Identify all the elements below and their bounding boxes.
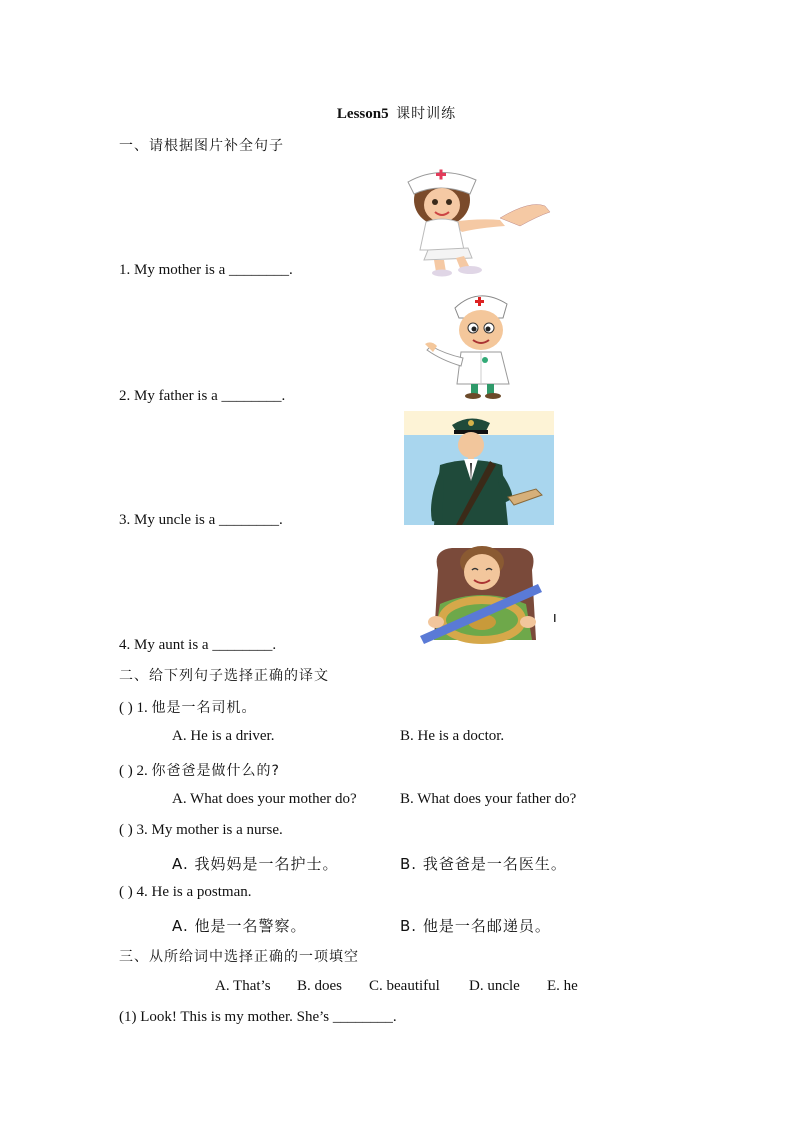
- question-4-option-a: A. 他是一名警察。: [172, 917, 307, 935]
- question-2-text: 你爸爸是做什么的?: [151, 763, 280, 779]
- sentence-3: 3. My uncle is a ________.: [119, 512, 283, 528]
- word-option-d: D. uncle: [469, 978, 520, 994]
- driver-illustration: [412, 540, 558, 648]
- question-2-option-a: A. What does your mother do?: [172, 791, 357, 807]
- doctor-illustration: [423, 288, 533, 400]
- question-3-text: My mother is a nurse.: [151, 822, 283, 838]
- question-1: [119, 697, 257, 717]
- question-1-option-a: A. He is a driver.: [172, 728, 275, 744]
- section1-heading: 一、请根据图片补全句子: [119, 138, 284, 154]
- question-1-option-b: B. He is a doctor.: [400, 728, 505, 744]
- section2-heading: 二、给下列句子选择正确的译文: [119, 668, 329, 684]
- page-title: [0, 103, 793, 123]
- sentence-2: 2. My father is a ________.: [119, 388, 286, 404]
- postman-illustration: [404, 411, 554, 525]
- question-4: [119, 884, 251, 901]
- word-option-b: B. does: [297, 978, 342, 994]
- sentence-4: 4. My aunt is a ________.: [119, 637, 277, 653]
- lesson-name: Lesson5: [336, 106, 389, 122]
- question-2-option-b: B. What does your father do?: [400, 791, 577, 807]
- question-3-option-b: B. 我爸爸是一名医生。: [400, 855, 567, 873]
- question-4-option-b: B. 他是一名邮递员。: [400, 917, 551, 935]
- question-2-prefix: ( ) 2.: [119, 763, 148, 779]
- question-1-prefix: ( ) 1.: [119, 700, 148, 716]
- word-option-e: E. he: [547, 978, 578, 994]
- word-option-c: C. beautiful: [369, 978, 440, 994]
- nurse-illustration: [400, 160, 560, 278]
- question-2: [119, 760, 280, 780]
- question-4-text: He is a postman.: [151, 884, 252, 900]
- question-3-option-a: A. 我妈妈是一名护士。: [172, 855, 339, 873]
- question-3: [119, 822, 283, 839]
- word-option-a: A. That’s: [215, 978, 271, 994]
- fill-blank-1: (1) Look! This is my mother. She’s ________.: [119, 1009, 397, 1025]
- sentence-1: 1. My mother is a ________.: [119, 262, 293, 278]
- question-3-prefix: ( ) 3.: [119, 822, 148, 838]
- section3-heading: 三、从所给词中选择正确的一项填空: [119, 949, 359, 965]
- lesson-subtitle: 课时训练: [396, 106, 457, 122]
- question-1-text: 他是一名司机。: [151, 700, 257, 716]
- question-4-prefix: ( ) 4.: [119, 884, 148, 900]
